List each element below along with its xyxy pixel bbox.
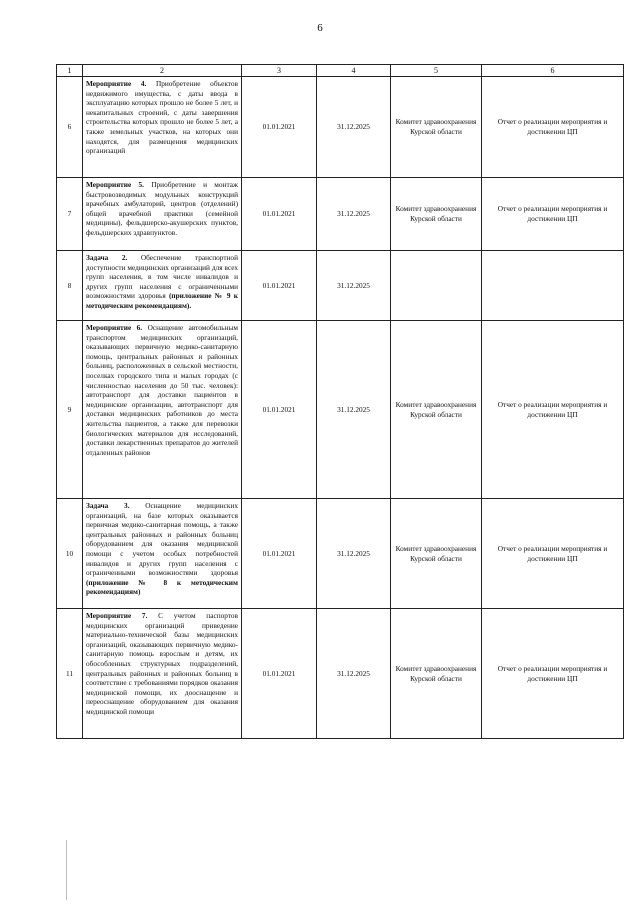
column-header: 5	[391, 65, 482, 77]
table-row	[57, 609, 624, 739]
row-description	[83, 251, 242, 321]
table-row	[57, 251, 624, 321]
description-text: Обеспечение транспортной доступности медицинских организаций для всех групп населения, в том числе инвалидов и других групп населения с ограниченными возможностями здоровья	[86, 253, 238, 301]
description-text: Приобретение объектов недвижимого имущества, с даты ввода в эксплуатацию которых прошло не более 5 лет, и некапитальных строений, с даты завершения строительства которых прошло не более 5 лет, а также земельных участков, на которых они находятся, для размещения медицинских организаций	[86, 79, 238, 156]
column-header: 4	[317, 65, 391, 77]
row-number: 11	[57, 609, 83, 739]
scan-artifact-line	[66, 840, 67, 900]
column-header: 1	[57, 65, 83, 77]
row-description	[83, 178, 242, 251]
row-number: 6	[57, 77, 83, 178]
table-row	[57, 77, 624, 178]
expected-result: Отчет о реализации мероприятия и достижении ЦП	[482, 609, 624, 739]
row-description	[83, 499, 242, 609]
table-row	[57, 321, 624, 499]
expected-result: Отчет о реализации мероприятия и достижении ЦП	[482, 321, 624, 499]
end-date: 31.12.2025	[317, 178, 391, 251]
expected-result: Отчет о реализации мероприятия и достижении ЦП	[482, 77, 624, 178]
description-heading: Мероприятие 7.	[86, 611, 148, 620]
start-date: 01.01.2021	[242, 321, 317, 499]
description-heading: Мероприятие 4.	[86, 79, 147, 88]
column-header: 2	[83, 65, 242, 77]
row-number: 9	[57, 321, 83, 499]
description-appendix: (приложение № 8 к методическим рекомендациям)	[86, 577, 238, 597]
description-text: Приобретение и монтаж быстровозводимых модульных конструкций врачебных амбулаторий, центров (отделений) общей врачебной практики (семейной медицины), фельдшерско-акушерских пунктов, фельдшерских здравпунктов.	[86, 180, 239, 237]
row-number: 10	[57, 499, 83, 609]
description-text: Оснащение автомобильным транспортом медицинских организаций, оказывающих первичную медико-санитарную помощь, центральных районных и районных больниц, расположенных в сельской местности, поселках городского типа и малых городах (с численностью населения до 50 тыс. человек): автотранспорт для доставки пациентов в медицинские организации, автотранспорт для доставки медицинских работников до места жительства пациентов, а также для перевозки биологических материалов для исследований, доставки лекарственных препаратов до жителей отдаленных районов	[86, 323, 238, 457]
column-header: 3	[242, 65, 317, 77]
expected-result	[482, 251, 624, 321]
start-date: 01.01.2021	[242, 178, 317, 251]
responsible-executor	[391, 251, 482, 321]
start-date: 01.01.2021	[242, 77, 317, 178]
table-row	[57, 178, 624, 251]
responsible-executor: Комитет здравоохранения Курской области	[391, 178, 482, 251]
description-heading: Мероприятие 6.	[86, 323, 143, 332]
start-date: 01.01.2021	[242, 609, 317, 739]
row-description	[83, 609, 242, 739]
row-number: 8	[57, 251, 83, 321]
responsible-executor: Комитет здравоохранения Курской области	[391, 321, 482, 499]
table-row	[57, 499, 624, 609]
description-heading: Задача 3.	[86, 501, 130, 510]
description-heading: Мероприятие 5.	[86, 180, 144, 189]
column-header: 6	[482, 65, 624, 77]
row-description	[83, 321, 242, 499]
end-date: 31.12.2025	[317, 321, 391, 499]
end-date: 31.12.2025	[317, 77, 391, 178]
activities-table	[56, 64, 624, 739]
responsible-executor: Комитет здравоохранения Курской области	[391, 609, 482, 739]
row-description	[83, 77, 242, 178]
description-appendix: (приложение № 9 к методическим рекомендациям).	[86, 291, 238, 310]
expected-result: Отчет о реализации мероприятия и достижении ЦП	[482, 499, 624, 609]
end-date: 31.12.2025	[317, 251, 391, 321]
row-number: 7	[57, 178, 83, 251]
description-text: С учетом паспортов медицинских организаций приведение материально-технической базы медицинских организаций, оказывающих первичную медико-санитарную помощь взрослым и детям, их обособленных структурных подразделений, центральных районных и районных больниц в соответствие с требованиями порядков оказания медицинской помощи, их дооснащение и переоснащение оборудованием для оказания медицинской помощи	[86, 611, 238, 716]
responsible-executor: Комитет здравоохранения Курской области	[391, 77, 482, 178]
description-text: Оснащение медицинских организаций, на базе которых оказывается первичная медико-санитарная помощь, а также центральных районных и районных больниц оборудованием для оказания медицинской помощи с учетом особых потребностей инвалидов и других групп населения с ограниченными возможностями здоровья	[86, 501, 239, 578]
description-heading: Задача 2.	[86, 253, 128, 262]
table-header-row	[57, 65, 624, 77]
start-date: 01.01.2021	[242, 251, 317, 321]
expected-result: Отчет о реализации мероприятия и достижении ЦП	[482, 178, 624, 251]
responsible-executor: Комитет здравоохранения Курской области	[391, 499, 482, 609]
page-number: 6	[317, 22, 323, 34]
end-date: 31.12.2025	[317, 609, 391, 739]
start-date: 01.01.2021	[242, 499, 317, 609]
end-date: 31.12.2025	[317, 499, 391, 609]
